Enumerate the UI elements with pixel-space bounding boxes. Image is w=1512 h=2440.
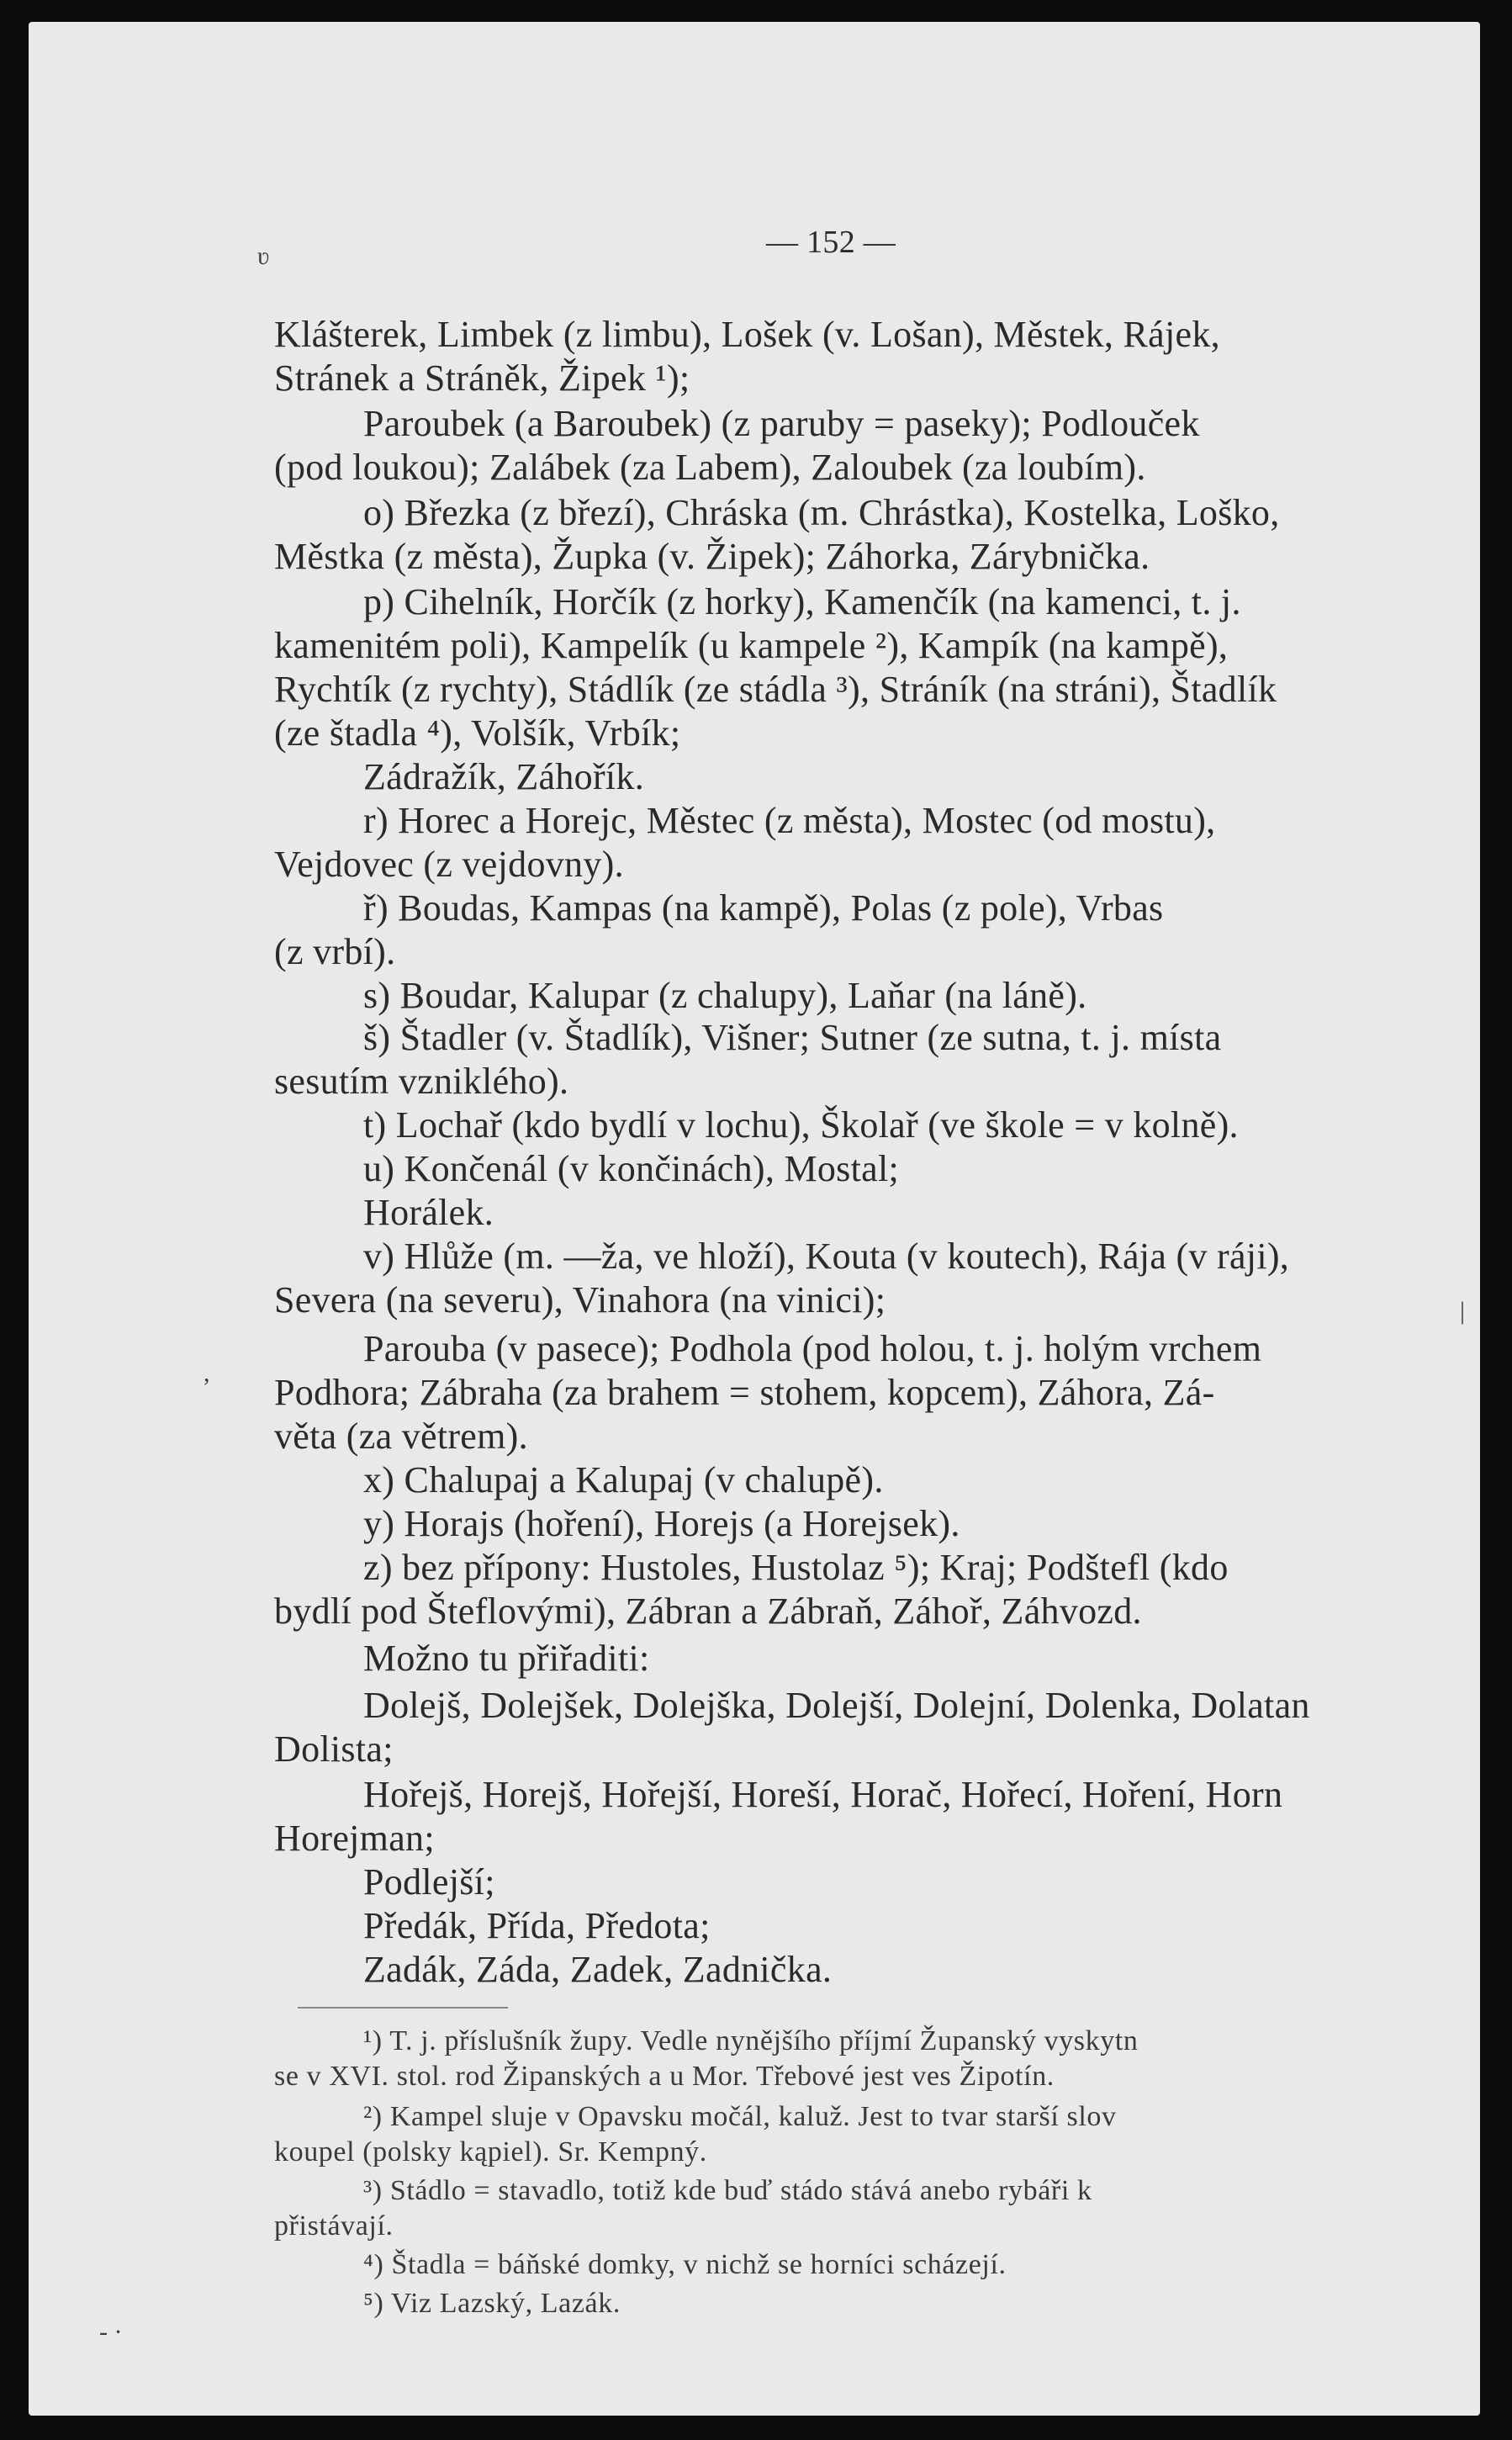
text-line: (ze štadla ⁴), Volšík, Vrbík;	[274, 712, 681, 754]
text-line: sesutím vzniklého).	[274, 1061, 569, 1102]
footnote-line: ³) Stádlo = stavadlo, totiž kde buď stádo stává anebo rybáři k	[363, 2175, 1092, 2206]
text-line: Stránek a Stráněk, Žipek ¹);	[274, 357, 690, 399]
text-line: Předák, Přída, Předota;	[363, 1905, 711, 1946]
text-line: v) Hlůže (m. —ža, ve hloží), Kouta (v koutech), Rája (v ráji),	[363, 1236, 1290, 1277]
text-line: Parouba (v pasece); Podhola (pod holou, t. j. holým vrchem	[363, 1328, 1262, 1369]
text-line: Podhora; Zábraha (za brahem = stohem, kopcem), Záhora, Zá-	[274, 1372, 1215, 1413]
text-line: Horejman;	[274, 1818, 435, 1859]
text-line: s) Boudar, Kalupar (z chalupy), Laňar (na láně).	[363, 975, 1087, 1016]
text-line: kamenitém poli), Kampelík (u kampele ²), Kampík (na kampě),	[274, 625, 1229, 666]
text-line: (pod loukou); Zalábek (za Labem), Zaloubek (za loubím).	[274, 447, 1146, 488]
text-line: (z vrbí).	[274, 931, 396, 972]
text-line: Paroubek (a Baroubek) (z paruby = paseky); Podlouček	[363, 403, 1200, 444]
text-line: t) Lochař (kdo bydlí v lochu), Školař (ve škole = v kolně).	[363, 1104, 1239, 1146]
footnote-line: ²) Kampel sluje v Opavsku močál, kaluž. Jest to tvar starší slov	[363, 2101, 1117, 2132]
text-line: Rychtík (z rychty), Stádlík (ze stádla ³), Stráník (na stráni), Štadlík	[274, 669, 1277, 710]
footnote-line: přistávají.	[274, 2210, 394, 2242]
page-number: — 152 —	[766, 225, 896, 260]
text-line: Hořejš, Horejš, Hořejší, Horeší, Horač, Hořecí, Hoření, Horn	[363, 1774, 1283, 1815]
text-line: Dolista;	[274, 1728, 394, 1770]
text-line: Městka (z města), Župka (v. Žipek); Záhorka, Zárybnička.	[274, 536, 1150, 577]
footnote-line: ⁵) Viz Lazský, Lazák.	[363, 2288, 621, 2319]
text-line: Severa (na severu), Vinahora (na vinici);	[274, 1279, 886, 1321]
margin-mark: - ·	[99, 2318, 123, 2346]
text-line: r) Horec a Horejc, Městec (z města), Mostec (od mostu),	[363, 800, 1216, 841]
footnote-divider	[298, 2007, 508, 2009]
text-line: y) Horajs (hoření), Horejs (a Horejsek).	[363, 1503, 960, 1544]
text-line: Možno tu přiřaditi:	[363, 1638, 650, 1679]
text-line: x) Chalupaj a Kalupaj (v chalupě).	[363, 1459, 884, 1501]
margin-mark: |	[1460, 1297, 1466, 1325]
footnote-line: se v XVI. stol. rod Žipanských a u Mor. Třebové jest ves Žipotín.	[274, 2061, 1055, 2092]
text-line: Horálek.	[363, 1192, 494, 1233]
text-line: z) bez přípony: Hustoles, Hustolaz ⁵); Kraj; Podštefl (kdo	[363, 1547, 1229, 1588]
footnote-line: ¹) T. j. příslušník župy. Vedle nynějšího příjmí Županský vyskytn	[363, 2025, 1139, 2056]
text-line: Vejdovec (z vejdovny).	[274, 844, 624, 885]
text-line: věta (za větrem).	[274, 1416, 528, 1457]
text-line: Zádražík, Záhořík.	[363, 756, 645, 797]
text-line: bydlí pod Šteflovými), Zábran a Zábraň, Záhoř, Záhvozd.	[274, 1590, 1142, 1632]
text-line: Klášterek, Limbek (z limbu), Lošek (v. Lošan), Městek, Rájek,	[274, 314, 1220, 355]
text-line: p) Cihelník, Horčík (z horky), Kamenčík (na kamenci, t. j.	[363, 581, 1241, 622]
footnote-line: koupel (polsky kąpiel). Sr. Kempný.	[274, 2136, 707, 2167]
text-line: Dolejš, Dolejšek, Dolejška, Dolejší, Dolejní, Dolenka, Dolatan	[363, 1685, 1310, 1726]
footnote-line: ⁴) Štadla = báňské domky, v nichž se horníci scházejí.	[363, 2249, 1007, 2280]
margin-mark: ,	[204, 1359, 210, 1387]
text-line: ř) Boudas, Kampas (na kampě), Polas (z pole), Vrbas	[363, 887, 1164, 929]
text-line: Podlejší;	[363, 1861, 495, 1903]
margin-mark: ʋ	[257, 242, 270, 270]
text-line: u) Končenál (v končinách), Mostal;	[363, 1148, 900, 1189]
text-line: o) Březka (z březí), Chráska (m. Chrástka), Kostelka, Loško,	[363, 492, 1280, 533]
text-line: š) Štadler (v. Štadlík), Višner; Sutner (ze sutna, t. j. místa	[363, 1017, 1222, 1058]
scanned-page	[29, 22, 1480, 2416]
text-line: Zadák, Záda, Zadek, Zadnička.	[363, 1949, 833, 1990]
